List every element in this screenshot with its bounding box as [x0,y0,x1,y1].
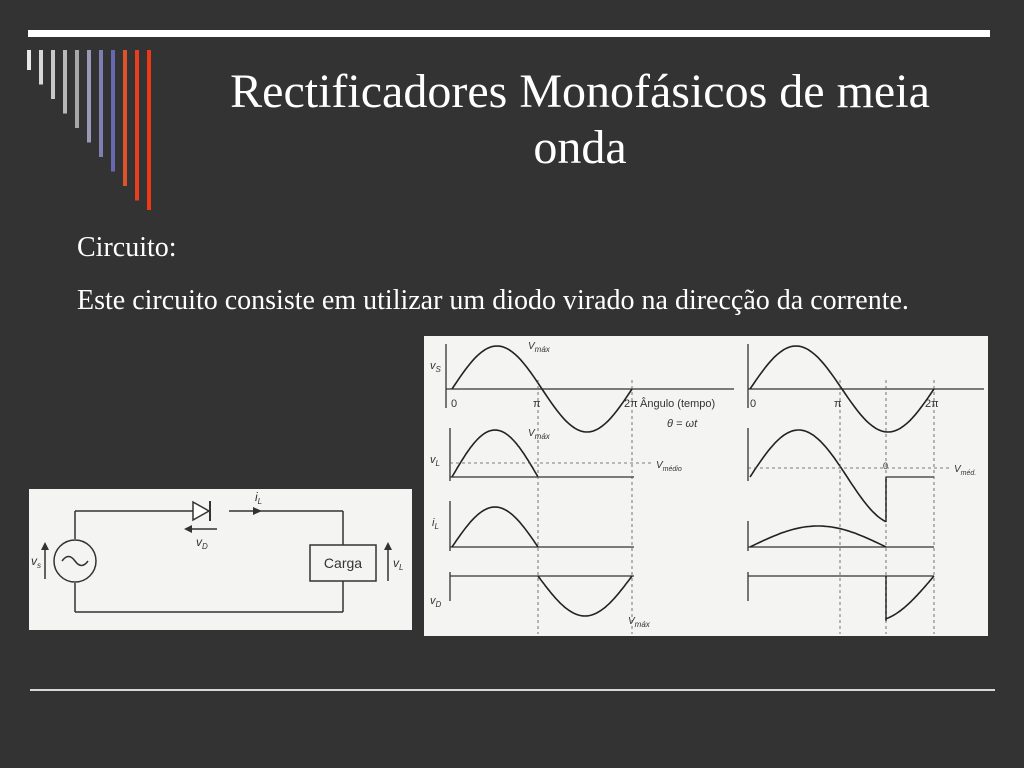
bottom-rule [30,689,995,691]
il-curve [750,526,886,547]
vmedio-label-right: $V_{méd.}$ [954,464,977,477]
vmedio-label-left: $V_{médio}$ [656,460,682,473]
row-label-vl: $v_L$ [430,454,440,468]
vmax-label-vd: $V_{máx}$ [628,616,650,629]
row-label-vd: $v_D$ [430,595,442,609]
stripe-bar [27,50,31,70]
waveform-drawing [424,336,988,636]
slide-title: Rectificadores Monofásicos de meia onda [230,65,930,174]
current-label: $i_L$ [255,490,263,506]
row-label-il: $i_L$ [432,517,439,531]
tick-2pi-right: 2π [925,398,939,410]
top-rule [28,30,990,37]
tick-zero-right: 0 [750,398,757,410]
vd-curve [538,576,632,616]
stripe-bar [63,50,67,114]
stripe-bar [135,50,139,201]
load-voltage-label: $v_L$ [393,556,404,572]
stripe-bar [111,50,115,172]
vd-curve [886,576,934,621]
diode-icon [193,502,209,520]
row-label-vs: $v_S$ [430,360,441,374]
theta-label: θ = ωt [667,418,698,430]
angle-label: Ângulo (tempo) [640,398,716,410]
vl-curve [452,430,538,477]
waveform-diagram [424,336,988,636]
circuit-diagram [29,489,412,630]
stripe-bar [39,50,43,85]
stripe-bar [147,50,151,210]
current-arrow-icon [253,507,262,515]
source-voltage-label: $v_s$ [31,554,41,570]
tick-pi-right: π [834,398,842,410]
circuit-drawing [29,489,412,630]
tick-pi-left: π [533,398,541,410]
stripe-bar [87,50,91,143]
vmax-label-vl: $V_{máx}$ [528,428,550,441]
body-paragraph: Este circuito consiste em utilizar um diodo virado na direcção da corrente. [77,285,909,316]
stripe-bar [51,50,55,99]
load-label: Carga [323,555,363,571]
tick-2pi-left: 2π [624,398,638,410]
vmax-label-top: $V_{máx}$ [528,341,550,354]
il-curve [452,507,538,547]
zero-crossing-mark: 0 [883,461,889,471]
stripe-bar [99,50,103,157]
stripe-bar [75,50,79,128]
stripe-bar [123,50,127,186]
tick-zero-left: 0 [451,398,458,410]
section-heading: Circuito: [77,232,177,263]
vl-curve [750,430,889,522]
diode-voltage-label: $v_D$ [196,535,208,551]
